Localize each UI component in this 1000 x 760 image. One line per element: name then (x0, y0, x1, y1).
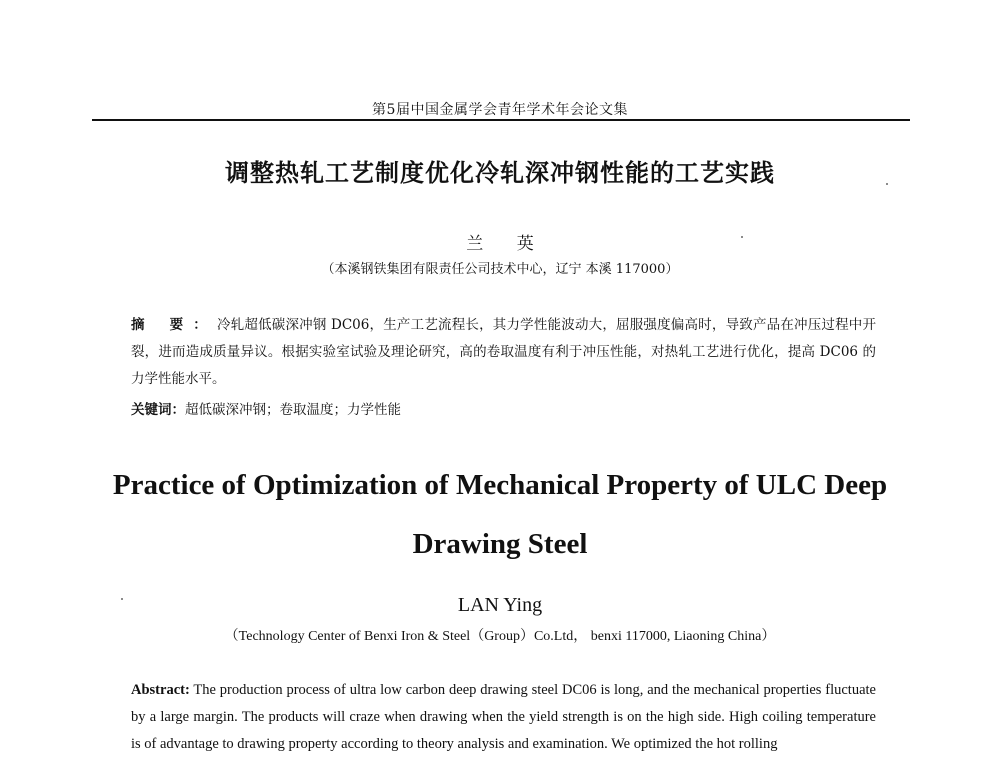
chinese-abstract-label: 摘 要： (131, 317, 217, 333)
english-abstract-label: Abstract: (131, 682, 190, 698)
chinese-abstract-text: 冷轧超低碳深冲钢 DC06，生产工艺流程长，其力学性能波动大，屈服强度偏高时，导致产品在冲压过程中开裂，进而造成质量异议。根据实验室试验及理论研究，高的卷取温度有利于冲压性能，对热轧工艺进行优化，提高 DC06 的力学性能水平。 (131, 317, 877, 387)
scan-speck (121, 598, 123, 600)
scan-speck (741, 236, 743, 238)
header-rule (92, 119, 910, 121)
english-author: LAN Ying (457, 594, 543, 616)
chinese-affiliation: （本溪钢铁集团有限责任公司技术中心，辽宁 本溪 117000） (321, 262, 679, 277)
scan-speck (886, 183, 888, 185)
chinese-author: 兰 英 (466, 234, 548, 254)
chinese-abstract (131, 312, 876, 393)
chinese-keywords-label: 关键词： (131, 402, 185, 418)
english-affiliation: （Technology Center of Benxi Iron & Steel（Group）Co.Ltd， benxi 117000, Liaoning China） (224, 629, 776, 644)
english-title-line1: Practice of Optimization of Mechanical Property of ULC Deep (112, 469, 888, 501)
english-title-line2: Drawing Steel (412, 528, 588, 560)
english-abstract (131, 677, 876, 758)
chinese-keywords-text: 超低碳深冲钢；卷取温度；力学性能 (185, 402, 401, 418)
chinese-keywords (131, 400, 876, 420)
chinese-title: 调整热轧工艺制度优化冷轧深冲钢性能的工艺实践 (225, 159, 775, 187)
running-header: 第5届中国金属学会青年学术年会论文集 (372, 102, 628, 118)
english-abstract-text: The production process of ultra low carbon deep drawing steel DC06 is long, and the mechanical properties fluctuate by a large margin. The products will craze when drawing when the yield strength is on the high side. High coiling temperature is of advantage to drawing property according to theory analysis and examination. We optimized the hot rolling (131, 682, 876, 752)
english-title (100, 456, 900, 574)
